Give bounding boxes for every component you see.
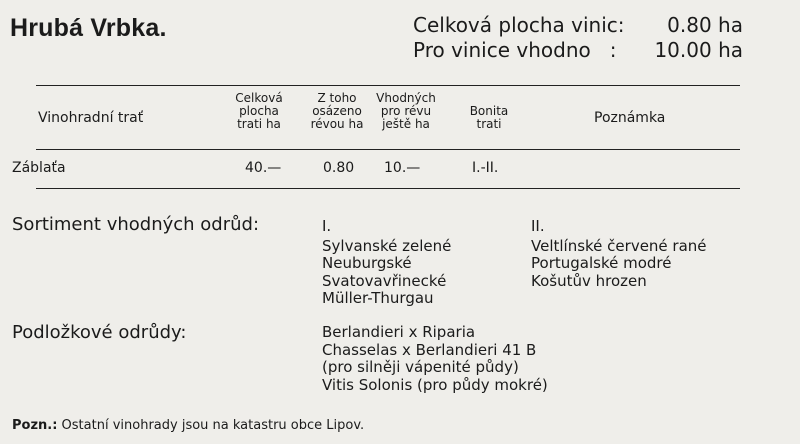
list-item: Neuburgské — [322, 254, 412, 272]
table-header-rule — [36, 149, 740, 150]
total-area-label: Celková plocha vinic: — [413, 13, 625, 37]
table-bottom-rule — [36, 188, 740, 189]
sortiment-group-2 — [531, 218, 707, 290]
area-summary — [413, 13, 743, 63]
sortiment-label: Sortiment vhodných odrůd: — [12, 214, 260, 235]
header-trat: Vinohradní trať — [38, 110, 144, 126]
total-area-row — [413, 13, 743, 38]
suitable-area-value: 10.00 ha — [654, 38, 743, 62]
list-item: Berlandieri x Riparia — [322, 323, 476, 341]
group-1-heading: I. — [322, 217, 332, 235]
group-2-heading: II. — [531, 217, 545, 235]
list-item: Vitis Solonis (pro půdy mokré) — [322, 375, 548, 394]
header-bonita: Bonita trati — [469, 104, 509, 131]
suitable-area-row — [413, 38, 743, 63]
page-title: Hrubá Vrbka. — [10, 14, 167, 42]
row-trat: Záblaťa — [12, 160, 66, 176]
list-item: Müller-Thurgau — [322, 289, 434, 307]
list-item: (pro silněji vápenité půdy) — [322, 358, 519, 376]
list-item: Košutův hrozen — [531, 271, 647, 290]
row-osazeno: 0.80 — [323, 160, 355, 176]
list-item: Svatovavřinecké — [322, 271, 447, 290]
list-item: Chasselas x Berlandieri 41 B — [322, 340, 537, 359]
podlozky-list — [322, 324, 548, 394]
footnote-text: Ostatní vinohrady jsou na katastru obce Lipov. — [57, 418, 365, 433]
header-poznamka: Poznámka — [594, 110, 666, 126]
row-bonita: I.-II. — [472, 160, 499, 176]
header-vhodnych: Vhodných pro révu ještě ha — [376, 91, 436, 131]
row-vhodnych: 10.— — [384, 160, 421, 176]
podlozky-label: Podložkové odrůdy: — [12, 322, 187, 343]
header-celkova: Celková plocha trati ha — [235, 91, 283, 131]
suitable-area-label: Pro vinice vhodno : — [413, 38, 617, 62]
total-area-value: 0.80 ha — [667, 13, 743, 37]
header-osazeno: Z toho osázeno révou ha — [310, 91, 364, 131]
footnote — [12, 418, 364, 433]
row-celkova: 40.— — [245, 160, 282, 176]
list-item: Sylvanské zelené — [322, 236, 452, 255]
footnote-prefix: Pozn.: — [12, 418, 58, 433]
table-top-rule — [36, 85, 740, 86]
sortiment-group-1 — [322, 218, 451, 308]
list-item: Portugalské modré — [531, 254, 672, 272]
list-item: Veltlínské červené rané — [531, 236, 707, 255]
